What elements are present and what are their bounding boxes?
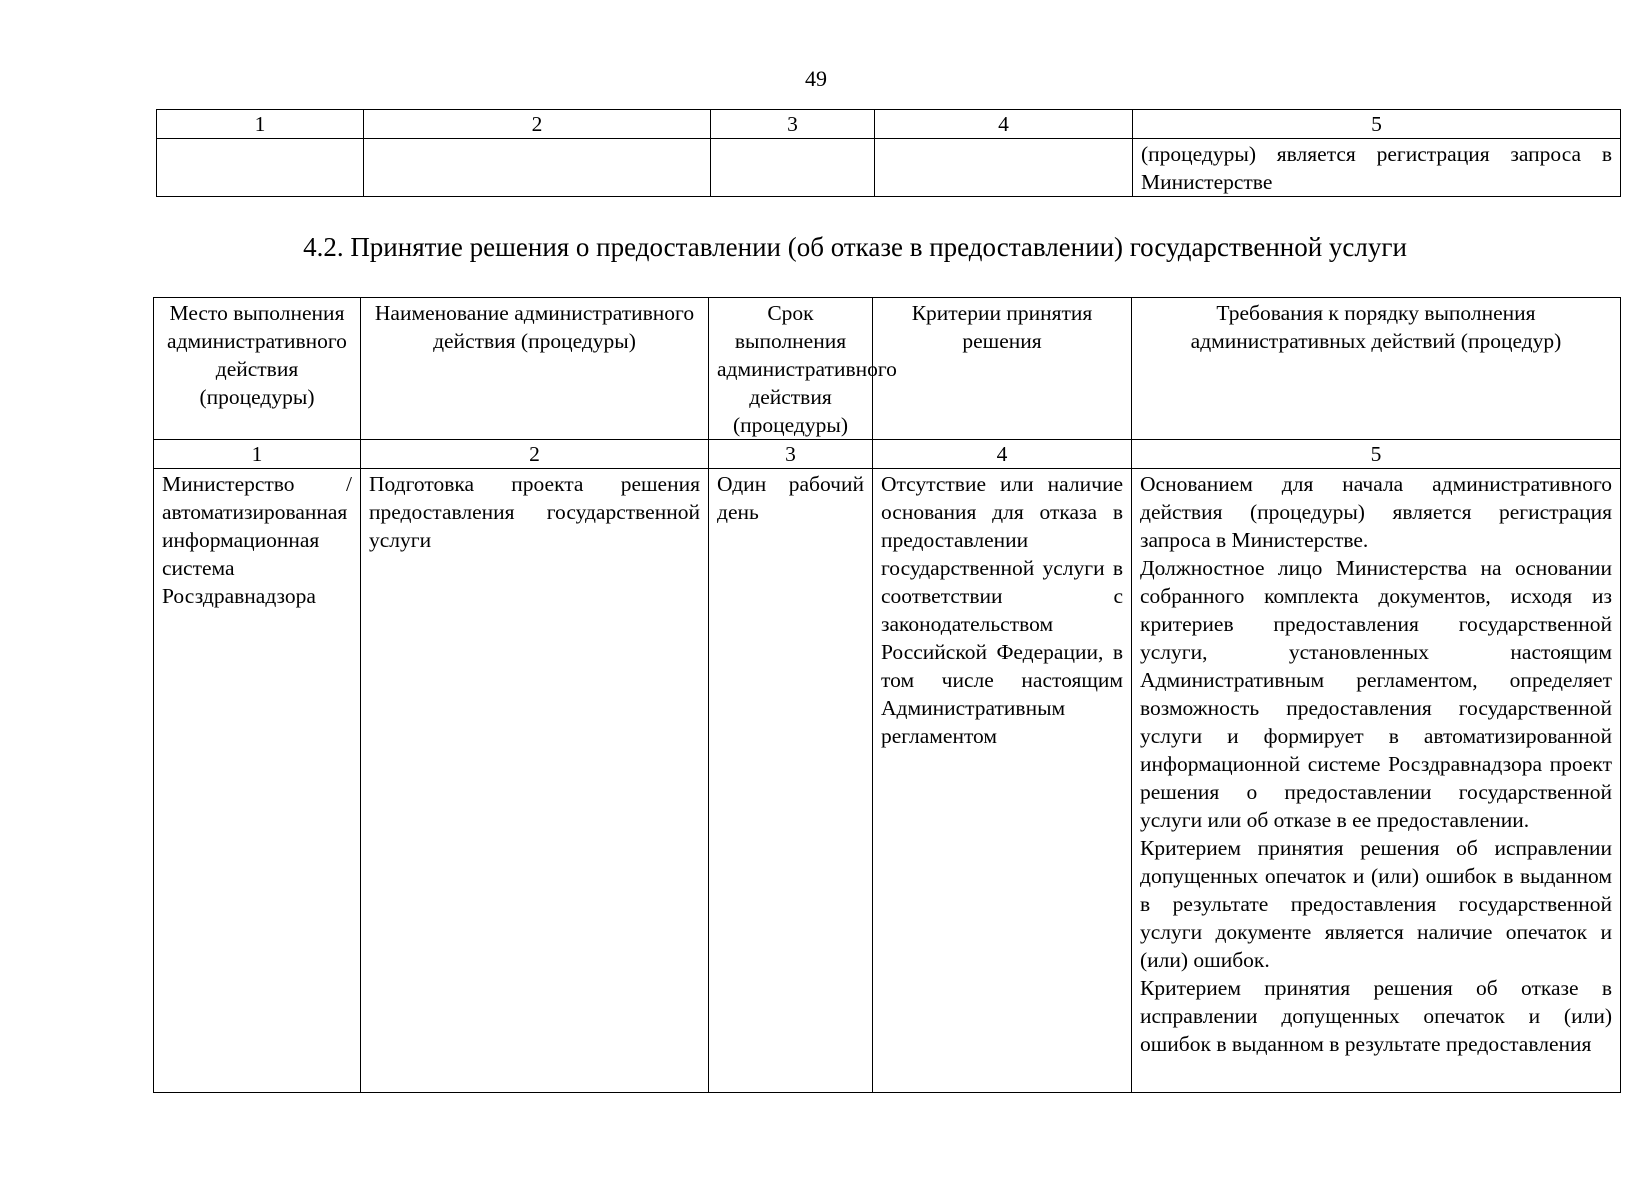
column-number: 1 [157, 110, 364, 139]
empty-cell [875, 139, 1133, 197]
requirements-cell [1132, 469, 1621, 1093]
empty-cell [157, 139, 364, 197]
requirements-paragraph: Основанием для начала административного действия (процедуры) является регистрация запроса в Министерстве. [1140, 472, 1612, 552]
continuation-text: (процедуры) является регистрация запроса в Министерстве [1133, 139, 1621, 197]
section-title: 4.2. Принятие решения о предоставлении (об отказе в предоставлении) государственной услуги [303, 232, 1407, 262]
header-criteria: Критерии принятия решения [873, 298, 1132, 440]
empty-cell [711, 139, 875, 197]
procedure-table [153, 297, 1621, 1093]
column-number: 5 [1133, 110, 1621, 139]
criteria-cell: Отсутствие или наличие основания для отказа в предоставлении государственной услуги в соответствии с законодательством Российской Федерации, в том числе настоящим Административным регламентом [873, 469, 1132, 1093]
column-number: 3 [711, 110, 875, 139]
header-action: Наименование административного действия (процедуры) [361, 298, 709, 440]
column-number-row [154, 440, 1621, 469]
column-number: 2 [364, 110, 711, 139]
term-cell: Один рабочий день [709, 469, 873, 1093]
header-requirements: Требования к порядку выполнения административных действий (процедур) [1132, 298, 1621, 440]
requirements-paragraph: Должностное лицо Министерства на основании собранного комплекта документов, исходя из критериев предоставления государственной услуги, установленных настоящим Административным регламентом, определяет возможность предоставления государственной услуги и формирует в автоматизированной информационной системе Росздравнадзора проект решения о предоставлении государственной услуги или об отказе в ее предоставлении. [1140, 556, 1612, 832]
column-number: 3 [709, 440, 873, 469]
requirements-paragraph: Критерием принятия решения об отказе в исправлении допущенных опечаток и (или) ошибок в выданном в результате предоставления [1140, 976, 1612, 1056]
column-number: 4 [873, 440, 1132, 469]
column-number: 1 [154, 440, 361, 469]
column-number: 5 [1132, 440, 1621, 469]
table-row [154, 469, 1621, 1093]
empty-cell [364, 139, 711, 197]
header-term: Срок выполнения административного действия (процедуры) [709, 298, 873, 440]
requirements-paragraph: Критерием принятия решения об исправлении допущенных опечаток и (или) ошибок в выданном в результате предоставления государственной услуги документе является наличие опечаток и (или) ошибок. [1140, 836, 1612, 972]
header-place: Место выполнения административного действия (процедуры) [154, 298, 361, 440]
column-number: 4 [875, 110, 1133, 139]
column-number-row [157, 110, 1621, 139]
page-number: 49 [805, 66, 827, 91]
action-cell: Подготовка проекта решения предоставления государственной услуги [361, 469, 709, 1093]
continuation-row [157, 139, 1621, 197]
place-cell: Министерство / автоматизированная информационная система Росздравнадзора [154, 469, 361, 1093]
continuation-table [156, 109, 1621, 197]
header-row [154, 298, 1621, 440]
column-number: 2 [361, 440, 709, 469]
